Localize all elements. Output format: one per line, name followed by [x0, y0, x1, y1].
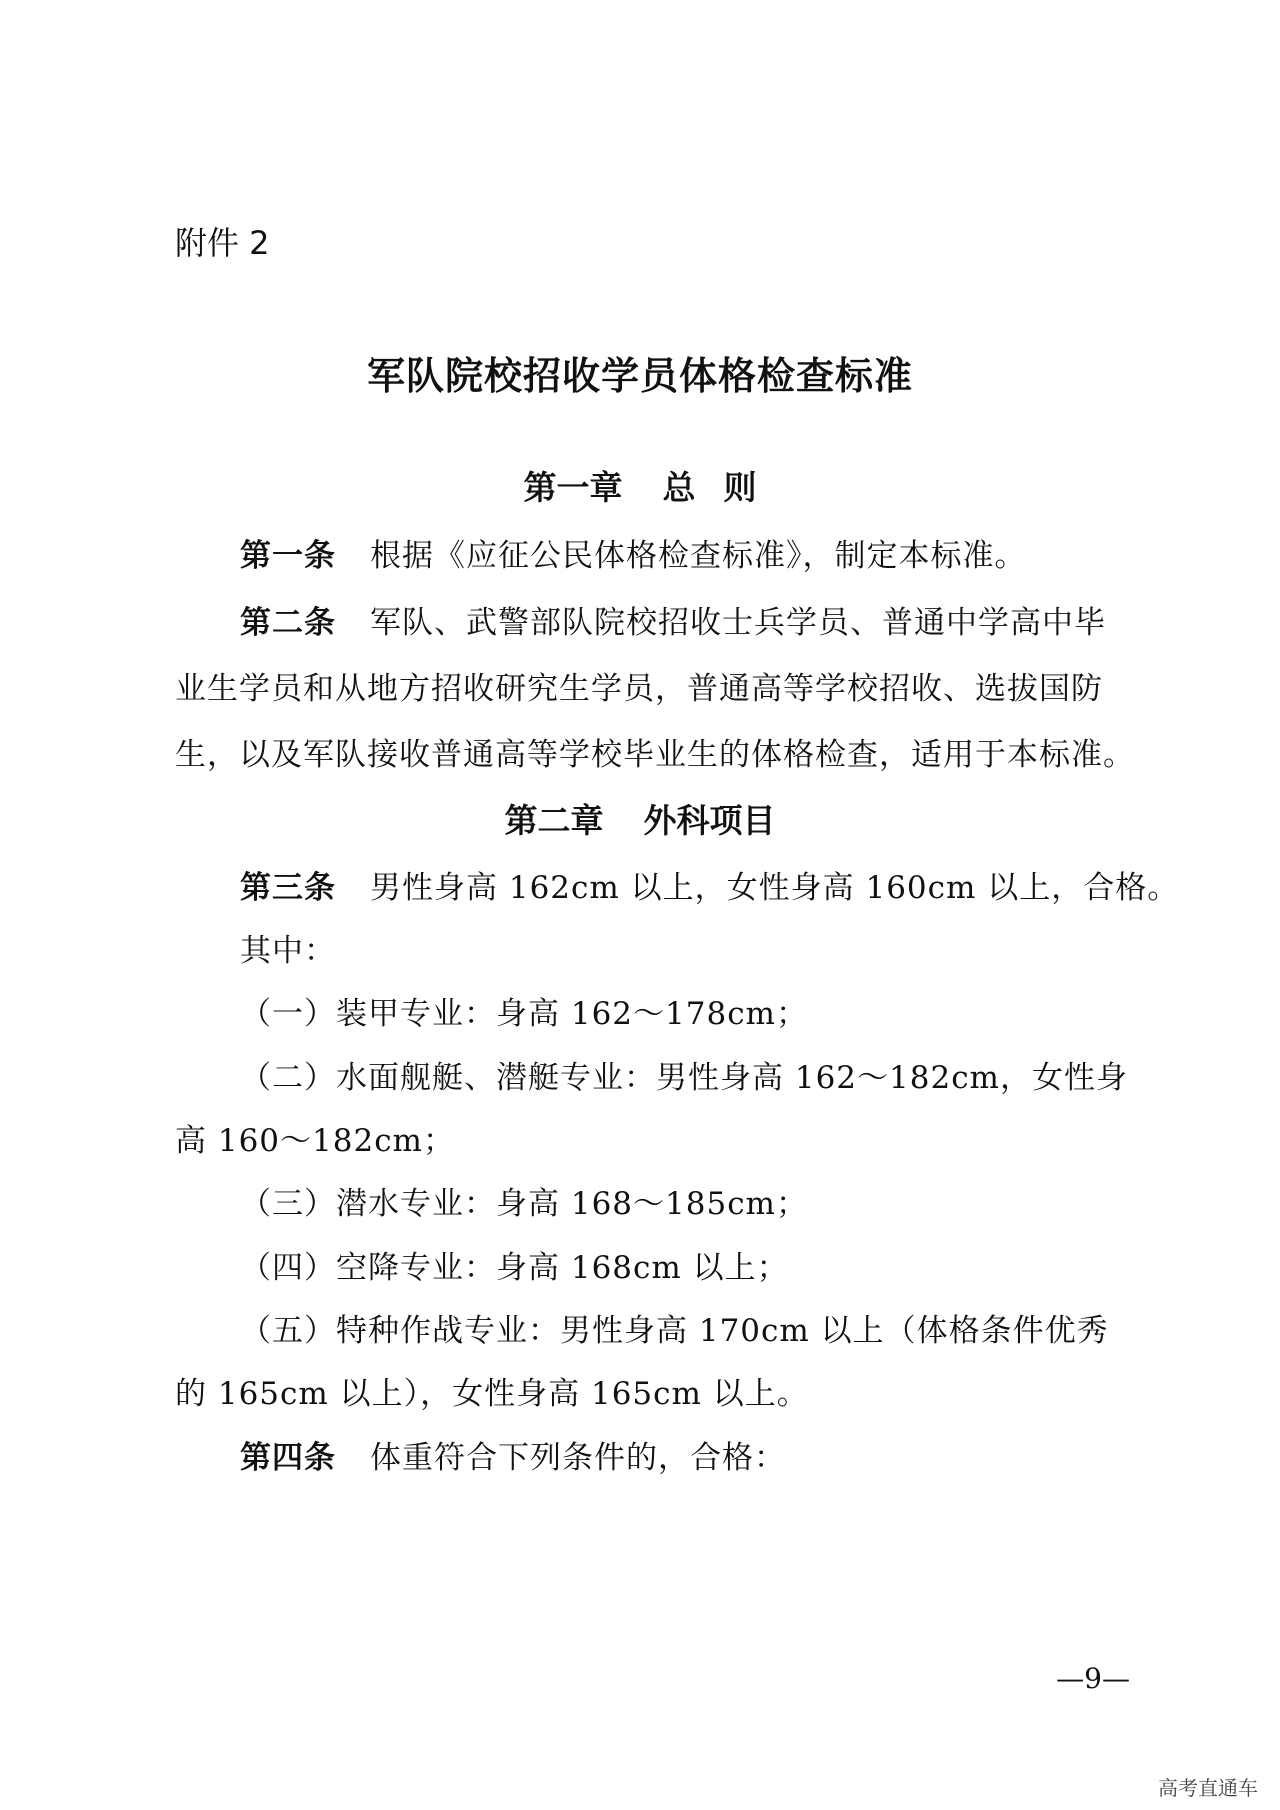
article-3-item-5-line-2: 的 165cm 以上），女性身高 165cm 以上。: [175, 1376, 809, 1412]
document-title: 军队院校招收学员体格检查标准: [366, 354, 913, 398]
article-3-text: 男性身高 162cm 以上，女性身高 160cm 以上，合格。: [370, 870, 1180, 906]
chapter-1-name-b: 则: [723, 468, 757, 507]
article-3-item-1: （一）装甲专业：身高 162～178cm；: [240, 996, 808, 1032]
article-3-item-3: （三）潜水专业：身高 168～185cm；: [240, 1186, 808, 1222]
chapter-2-heading: [0, 795, 1280, 842]
chapter-1-number: 第一章: [523, 468, 623, 507]
article-3-intro: 其中：: [240, 933, 336, 969]
article-3-item-2-line-1: （二）水面舰艇、潜艇专业：男性身高 162～182cm，女性身: [240, 1060, 1128, 1096]
article-1: [240, 530, 1200, 575]
chapter-1-heading: [0, 462, 1280, 509]
article-2-line-3: 生，以及军队接收普通高等学校毕业生的体格检查，适用于本标准。: [175, 737, 1135, 773]
attachment-label: 附件 2: [175, 224, 270, 262]
article-2-line-1: [240, 597, 1200, 642]
article-3-item-4: （四）空降专业：身高 168cm 以上；: [240, 1250, 789, 1286]
article-3: [240, 862, 1200, 907]
article-2-label: 第二条: [240, 605, 336, 641]
article-2-text-1: 军队、武警部队院校招收士兵学员、普通中学高中毕: [370, 605, 1106, 641]
chapter-2-number: 第二章: [504, 801, 604, 840]
article-3-label: 第三条: [240, 870, 336, 906]
article-2-line-2: 业生学员和从地方招收研究生学员，普通高等学校招收、选拔国防: [175, 671, 1103, 707]
watermark: 高考直通车: [1158, 1776, 1258, 1800]
page-number: —9—: [1056, 1662, 1130, 1695]
article-1-label: 第一条: [240, 538, 336, 574]
article-3-item-2-line-2: 高 160～182cm；: [175, 1123, 455, 1159]
chapter-1-name-a: 总: [662, 468, 696, 507]
article-1-text: 根据《应征公民体格检查标准》，制定本标准。: [370, 538, 1027, 574]
article-3-item-5-line-1: （五）特种作战专业：男性身高 170cm 以上（体格条件优秀: [240, 1313, 1109, 1349]
article-4-text: 体重符合下列条件的，合格：: [370, 1440, 786, 1476]
article-4: [240, 1432, 1200, 1477]
chapter-2-name: 外科项目: [643, 801, 776, 840]
article-4-label: 第四条: [240, 1440, 336, 1476]
